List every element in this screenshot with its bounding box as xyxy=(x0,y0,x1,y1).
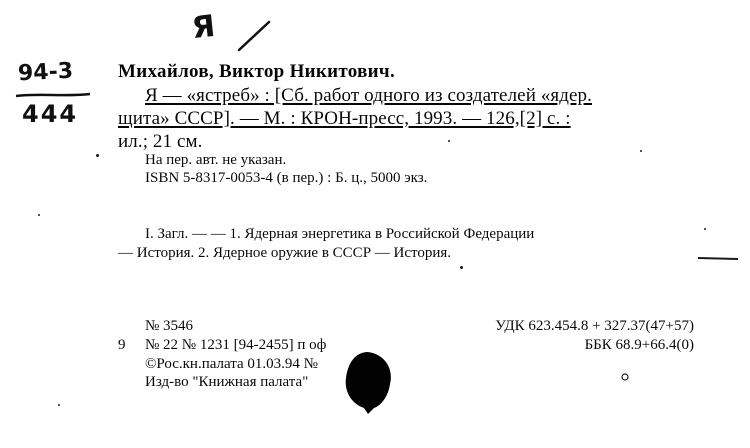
title-line-3: ил.; 21 см. xyxy=(118,131,203,152)
subjects-line-1: I. Загл. — — 1. Ядерная энергетика в Российской Федерации xyxy=(145,226,535,242)
speck xyxy=(38,214,40,216)
speck xyxy=(448,140,450,142)
card-number: № 3546 xyxy=(145,318,194,334)
speck xyxy=(96,154,99,157)
shelfmark-divider xyxy=(14,90,94,100)
small-circle-mark xyxy=(620,372,630,382)
isbn-line: ISBN 5-8317-0053-4 (в пер.) : Б. ц., 5000 экз. xyxy=(145,170,428,186)
udk-code: УДК 623.454.8 + 327.37(47+57) xyxy=(495,318,694,334)
author-heading: Михайлов, Виктор Никитович. xyxy=(118,61,395,82)
handwritten-top-mark: Я xyxy=(190,8,217,47)
binding-note: На пер. авт. не указан. xyxy=(145,152,287,168)
handwritten-stroke xyxy=(235,16,275,56)
title-line-1: Я — «ястреб» : [Сб. работ одного из создателей «ядер. xyxy=(145,85,593,106)
margin-dash xyxy=(696,254,740,262)
speck xyxy=(58,404,60,406)
speck xyxy=(460,266,463,269)
ink-blot xyxy=(338,348,398,418)
copyright-line: ©Рос.кн.палата 01.03.94 № xyxy=(145,356,318,372)
copies-count: 9 xyxy=(118,337,126,353)
bbk-code: ББК 68.9+66.4(0) xyxy=(584,337,694,353)
shelfmark-bottom: 444 xyxy=(22,100,79,128)
speck xyxy=(640,150,642,152)
title-line-2: щита» СССР]. — М. : КРОН-пресс, 1993. — 126,[2] с. : xyxy=(118,108,571,129)
speck xyxy=(704,228,706,230)
publisher-line: Изд-во "Книжная палата" xyxy=(145,374,309,390)
subjects-line-2: — История. 2. Ядерное оружие в СССР — История. xyxy=(118,245,452,261)
registration-line: № 22 № 1231 [94-2455] п оф xyxy=(145,337,327,353)
shelfmark-top: 94-3 xyxy=(17,58,74,87)
